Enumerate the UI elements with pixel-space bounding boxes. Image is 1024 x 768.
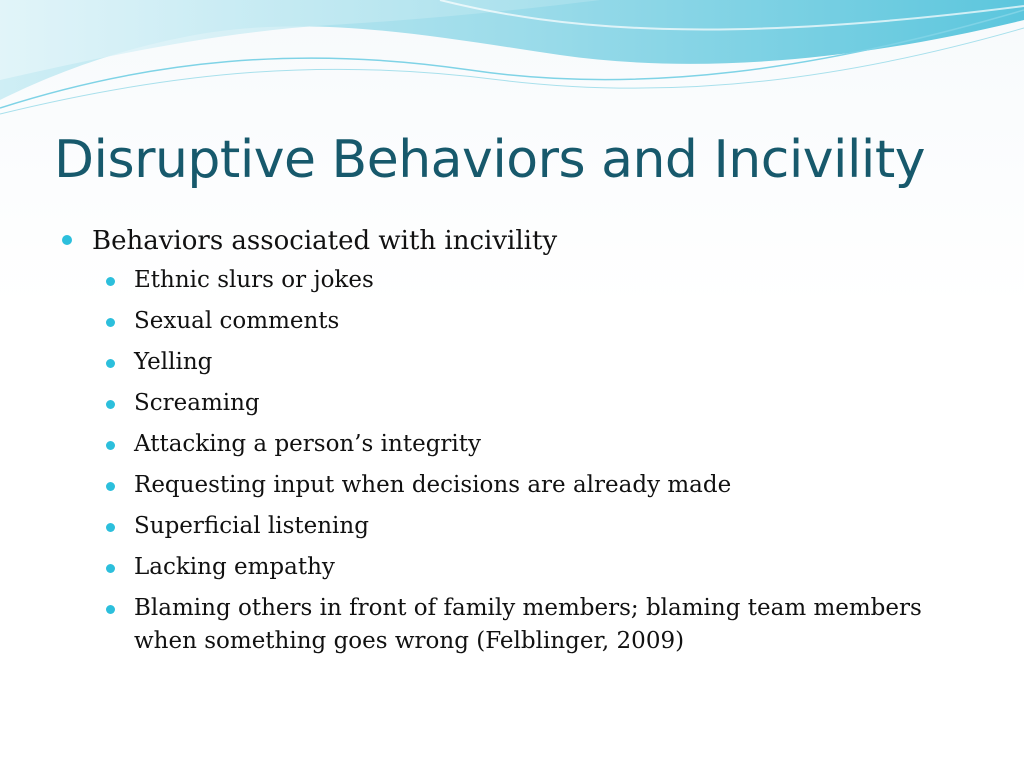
bullet-dot-icon: [106, 277, 115, 286]
sub-bullet-text: Attacking a person’s integrity: [134, 431, 481, 457]
sub-bullet: [106, 469, 982, 502]
bullet-dot-icon: [106, 318, 115, 327]
main-bullet: [62, 222, 982, 260]
bullet-dot-icon: [106, 564, 115, 573]
bullet-list: [62, 222, 982, 666]
sub-bullet-text: Yelling: [134, 349, 213, 375]
sub-bullet-text: Lacking empathy: [134, 554, 335, 580]
bullet-dot-icon: [106, 359, 115, 368]
header-wave-decoration: [0, 0, 1024, 130]
bullet-dot-icon: [106, 441, 115, 450]
sub-bullet-text: Screaming: [134, 390, 260, 416]
sub-bullet-list: [62, 264, 982, 658]
bullet-dot-icon: [106, 605, 115, 614]
slide-title: Disruptive Behaviors and Incivility: [54, 130, 926, 190]
bullet-dot-icon: [106, 523, 115, 532]
sub-bullet-text: Blaming others in front of family members; blaming team members when something goes wrong (Felblinger, 2009): [134, 595, 922, 654]
sub-bullet: [106, 592, 982, 658]
sub-bullet-text: Requesting input when decisions are already made: [134, 472, 732, 498]
sub-bullet-text: Ethnic slurs or jokes: [134, 267, 374, 293]
bullet-dot-icon: [106, 400, 115, 409]
sub-bullet: [106, 428, 982, 461]
sub-bullet: [106, 346, 982, 379]
sub-bullet: [106, 305, 982, 338]
sub-bullet: [106, 387, 982, 420]
bullet-dot-icon: [106, 482, 115, 491]
sub-bullet: [106, 551, 982, 584]
sub-bullet-text: Sexual comments: [134, 308, 340, 334]
bullet-dot-icon: [62, 235, 72, 245]
sub-bullet: [106, 264, 982, 297]
main-bullet-text: Behaviors associated with incivility: [92, 226, 558, 256]
sub-bullet: [106, 510, 982, 543]
sub-bullet-text: Superficial listening: [134, 513, 369, 539]
